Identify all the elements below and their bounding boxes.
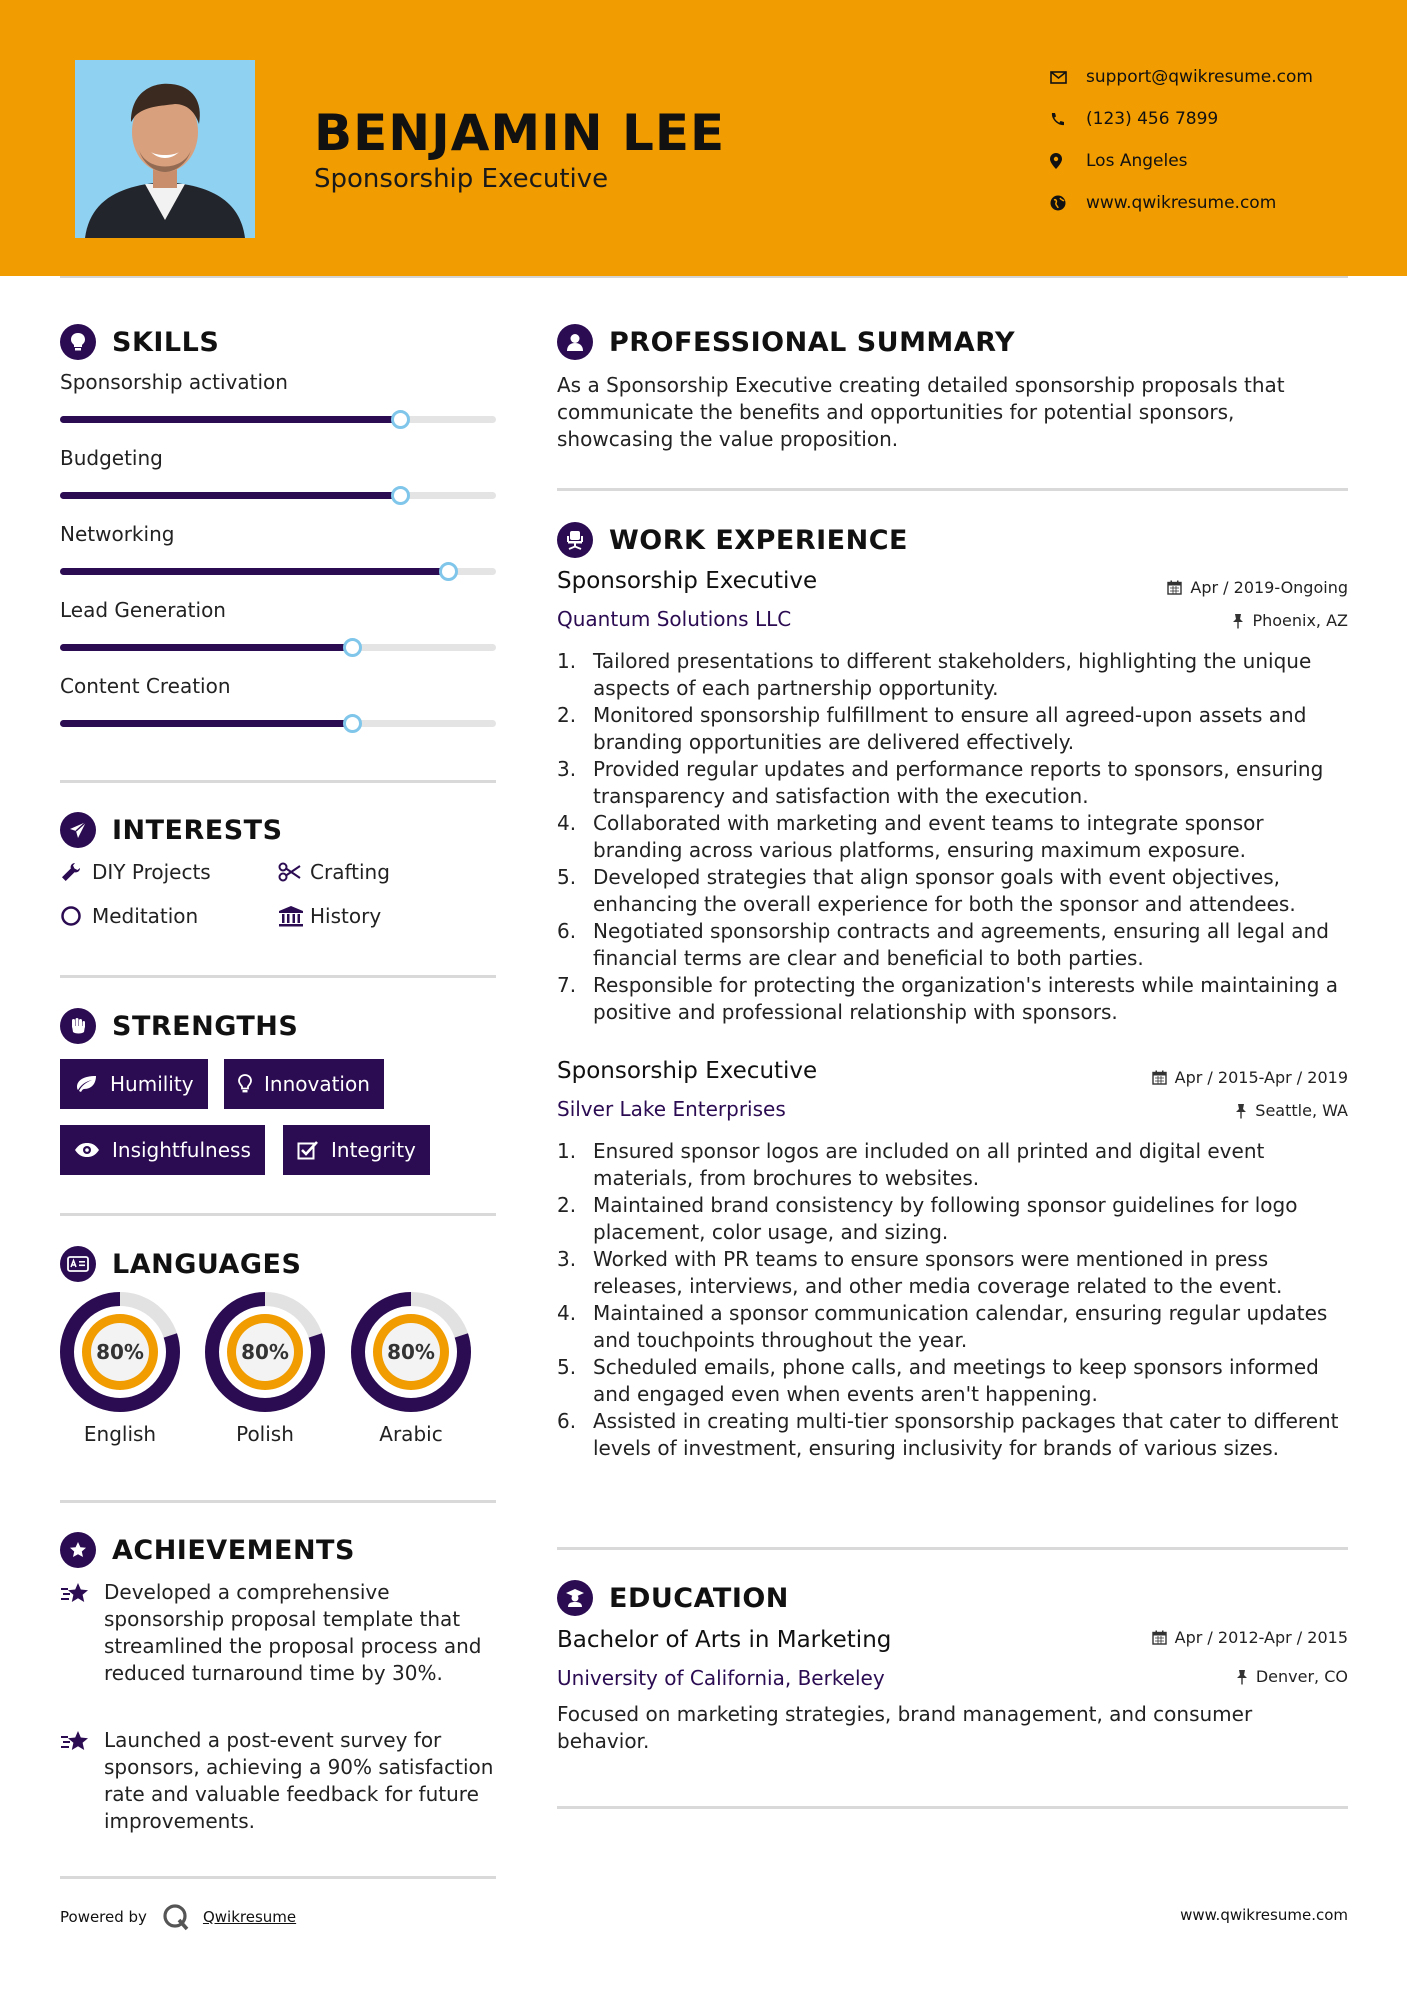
- education-degree: Bachelor of Arts in Marketing: [557, 1627, 892, 1653]
- job-bullets: [557, 1138, 1347, 1462]
- strengths-divider: [60, 1213, 496, 1216]
- education-dates-text: Apr / 2012-Apr / 2015: [1174, 1628, 1348, 1647]
- skill-bar-knob: [439, 562, 458, 581]
- education-heading: [557, 1580, 789, 1616]
- job-bullet: [557, 702, 1347, 756]
- bullet-number: 5.: [557, 1355, 577, 1379]
- skill-item: [60, 522, 496, 575]
- interests-divider: [60, 975, 496, 978]
- eye-icon: [74, 1142, 100, 1158]
- bullet-text: Worked with PR teams to ensure sponsors were mentioned in press releases, interviews, and other media coverage related to the event.: [593, 1247, 1283, 1298]
- skill-name: Budgeting: [60, 446, 163, 470]
- skills-divider: [60, 780, 496, 783]
- strength-tag: [60, 1125, 265, 1175]
- wrench-icon: [60, 861, 92, 883]
- star-badge-icon: [60, 1532, 96, 1568]
- skills-title: SKILLS: [112, 326, 220, 358]
- phone-icon: [1050, 112, 1086, 127]
- bullet-number: 3.: [557, 757, 577, 781]
- job-dates: [1152, 1068, 1348, 1087]
- globe-icon: [1050, 195, 1086, 211]
- bullet-number: 1.: [557, 1139, 577, 1163]
- language-item: [205, 1292, 325, 1446]
- map-pin-icon: [1050, 153, 1086, 169]
- bullet-number: 2.: [557, 1193, 577, 1217]
- achievement-item: [60, 1727, 496, 1835]
- achievement-text: Launched a post-event survey for sponsors, achieving a 90% satisfaction rate and valuable feedback for future improvements.: [104, 1728, 494, 1833]
- job-location-text: Seattle, WA: [1255, 1101, 1348, 1120]
- skill-bar-knob: [391, 486, 410, 505]
- skill-item: [60, 446, 496, 499]
- candidate-title: Sponsorship Executive: [314, 164, 609, 194]
- office-chair-icon: [557, 522, 593, 558]
- contact-email[interactable]: [1050, 56, 1313, 98]
- job-bullet: [557, 1354, 1347, 1408]
- bullet-number: 4.: [557, 1301, 577, 1325]
- skill-bar-track: [60, 492, 496, 499]
- skill-bar-track: [60, 720, 496, 727]
- contact-phone[interactable]: [1050, 98, 1313, 140]
- bullet-text: Maintained brand consistency by following sponsor guidelines for logo placement, color usage, and sizing.: [593, 1193, 1298, 1244]
- interests-title: INTERESTS: [112, 814, 283, 846]
- contact-location: [1050, 140, 1313, 182]
- summary-title: PROFESSIONAL SUMMARY: [609, 326, 1016, 358]
- bullet-text: Collaborated with marketing and event teams to integrate sponsor branding across various platforms, ensuring maximum exposure.: [593, 811, 1264, 862]
- bullet-text: Tailored presentations to different stakeholders, highlighting the unique aspects of each partnership opportunity.: [593, 649, 1312, 700]
- education-dates: [1152, 1628, 1348, 1647]
- job-dates-text: Apr / 2019-Ongoing: [1190, 578, 1348, 597]
- experience-divider: [557, 1547, 1348, 1550]
- calendar-icon: [1152, 1630, 1167, 1645]
- job-bullet: [557, 864, 1347, 918]
- bullet-number: 4.: [557, 811, 577, 835]
- contact-location-text: Los Angeles: [1086, 151, 1188, 171]
- job-dates-text: Apr / 2015-Apr / 2019: [1174, 1068, 1348, 1087]
- interests-heading: [60, 812, 283, 848]
- bullet-number: 1.: [557, 649, 577, 673]
- user-icon: [557, 324, 593, 360]
- powered-by: [60, 1902, 296, 1932]
- contact-website[interactable]: [1050, 182, 1313, 224]
- paper-plane-icon: [60, 812, 96, 848]
- language-donut: [205, 1292, 325, 1412]
- job-title: Sponsorship Executive: [557, 1058, 818, 1084]
- job-bullet: [557, 972, 1347, 1026]
- achievements-heading: [60, 1532, 355, 1568]
- pushpin-icon: [1236, 1669, 1248, 1685]
- bullet-number: 3.: [557, 1247, 577, 1271]
- language-item: [351, 1292, 471, 1446]
- strength-tag: [283, 1125, 430, 1175]
- leaf-icon: [74, 1075, 98, 1093]
- skill-bar-knob: [391, 410, 410, 429]
- fist-icon: [60, 1008, 96, 1044]
- skill-bar-track: [60, 644, 496, 651]
- checkbox-icon: [297, 1140, 319, 1160]
- skill-name: Sponsorship activation: [60, 370, 288, 394]
- calendar-icon: [1152, 1070, 1167, 1085]
- language-name: English: [83, 1422, 157, 1446]
- skill-name: Networking: [60, 522, 175, 546]
- skill-bar-track: [60, 568, 496, 575]
- powered-by-label: Powered by: [60, 1908, 147, 1926]
- language-donut: [60, 1292, 180, 1412]
- interest-item: [60, 860, 211, 884]
- language-card-icon: [60, 1246, 96, 1282]
- job-dates: [1167, 578, 1348, 597]
- achievement-text: Developed a comprehensive sponsorship proposal template that streamlined the proposal process and reduced turnaround time by 30%.: [104, 1580, 482, 1685]
- shooting-star-icon: [60, 1579, 104, 1687]
- job-bullet: [557, 1138, 1347, 1192]
- education-location: [1236, 1667, 1348, 1686]
- skill-bar-knob: [343, 638, 362, 657]
- job-location-text: Phoenix, AZ: [1252, 611, 1348, 630]
- bullet-text: Responsible for protecting the organization's interests while maintaining a positive and professional relationship with sponsors.: [593, 973, 1339, 1024]
- contact-email-text: support@qwikresume.com: [1086, 67, 1313, 87]
- language-donut: [351, 1292, 471, 1412]
- job-location: [1235, 1101, 1348, 1120]
- job-bullet: [557, 810, 1347, 864]
- pushpin-icon: [1235, 1103, 1247, 1119]
- bullet-text: Ensured sponsor logos are included on all printed and digital event materials, from brochures to websites.: [593, 1139, 1265, 1190]
- interest-item: [278, 860, 390, 884]
- job-bullet: [557, 648, 1347, 702]
- shooting-star-icon: [60, 1727, 104, 1835]
- contact-website-text: www.qwikresume.com: [1086, 193, 1277, 213]
- skills-heading: [60, 324, 219, 360]
- job-bullet: [557, 1246, 1347, 1300]
- language-name: Polish: [236, 1422, 294, 1446]
- language-percent: 80%: [96, 1340, 144, 1364]
- languages-divider: [60, 1500, 496, 1503]
- lightbulb-icon: [60, 324, 96, 360]
- skill-bar-fill: [60, 644, 352, 651]
- job-company: Quantum Solutions LLC: [557, 607, 792, 631]
- skill-name: Lead Generation: [60, 598, 226, 622]
- skill-bar-fill: [60, 720, 352, 727]
- interest-label: History: [310, 904, 382, 928]
- strength-label: Integrity: [331, 1138, 416, 1162]
- contact-list: [1050, 56, 1313, 224]
- bullet-text: Developed strategies that align sponsor goals with event objectives, enhancing the overall experience for both the sponsor and attendees.: [593, 865, 1296, 916]
- skill-bar-track: [60, 416, 496, 423]
- strength-tag: [224, 1059, 384, 1109]
- contact-phone-text: (123) 456 7899: [1086, 109, 1219, 129]
- strength-label: Humility: [110, 1072, 194, 1096]
- bullet-number: 6.: [557, 1409, 577, 1433]
- bullet-number: 5.: [557, 865, 577, 889]
- job-title: Sponsorship Executive: [557, 568, 818, 594]
- qwikresume-logo-icon: [161, 1902, 191, 1932]
- education-title: EDUCATION: [609, 1582, 789, 1614]
- language-name: Arabic: [379, 1422, 443, 1446]
- interest-label: Meditation: [92, 904, 199, 928]
- experience-title: WORK EXPERIENCE: [609, 524, 908, 556]
- skill-bar-fill: [60, 416, 400, 423]
- job-bullet: [557, 1408, 1347, 1462]
- achievements-title: ACHIEVEMENTS: [112, 1534, 355, 1566]
- skill-item: [60, 370, 496, 423]
- bullet-text: Maintained a sponsor communication calendar, ensuring regular updates and touchpoints throughout the year.: [593, 1301, 1328, 1352]
- interest-label: DIY Projects: [92, 860, 211, 884]
- lightbulb-icon: [238, 1074, 252, 1094]
- graduate-icon: [557, 1580, 593, 1616]
- bullet-number: 6.: [557, 919, 577, 943]
- education-divider: [557, 1806, 1348, 1809]
- skill-name: Content Creation: [60, 674, 231, 698]
- qwikresume-link[interactable]: Qwikresume: [202, 1908, 297, 1926]
- circle-icon: [60, 905, 92, 927]
- skill-bar-fill: [60, 568, 448, 575]
- summary-divider: [557, 488, 1348, 491]
- museum-icon: [278, 905, 310, 927]
- education-school: University of California, Berkeley: [557, 1666, 885, 1690]
- language-item: [60, 1292, 180, 1446]
- languages-heading: [60, 1246, 301, 1282]
- language-percent: 80%: [241, 1340, 289, 1364]
- bullet-text: Negotiated sponsorship contracts and agreements, ensuring all legal and financial terms are clear and beneficial to both parties.: [593, 919, 1329, 970]
- skill-item: [60, 598, 496, 651]
- strength-label: Innovation: [264, 1072, 370, 1096]
- scissors-icon: [278, 862, 310, 882]
- profile-photo: [75, 60, 255, 238]
- strengths-heading: [60, 1008, 298, 1044]
- strengths-title: STRENGTHS: [112, 1010, 299, 1042]
- achievement-item: [60, 1579, 496, 1687]
- education-location-text: Denver, CO: [1255, 1667, 1348, 1686]
- languages-title: LANGUAGES: [112, 1248, 302, 1280]
- bullet-number: 7.: [557, 973, 577, 997]
- bullet-text: Provided regular updates and performance reports to sponsors, ensuring transparency and satisfaction with the execution.: [593, 757, 1324, 808]
- bullet-text: Assisted in creating multi-tier sponsorship packages that cater to different levels of investment, ensuring inclusivity for brands of various sizes.: [593, 1409, 1339, 1460]
- interest-item: [60, 904, 198, 928]
- job-company: Silver Lake Enterprises: [557, 1097, 786, 1121]
- job-bullet: [557, 918, 1347, 972]
- envelope-icon: [1050, 71, 1086, 84]
- summary-text: As a Sponsorship Executive creating detailed sponsorship proposals that communicate the benefits and opportunities for potential sponsors, showcasing the value proposition.: [557, 373, 1285, 451]
- job-bullet: [557, 1300, 1347, 1354]
- job-bullet: [557, 756, 1347, 810]
- interest-label: Crafting: [310, 860, 390, 884]
- job-location: [1232, 611, 1348, 630]
- interest-item: [278, 904, 381, 928]
- header-banner: [0, 0, 1407, 276]
- experience-heading: [557, 522, 908, 558]
- summary-heading: [557, 324, 1015, 360]
- language-percent: 80%: [387, 1340, 435, 1364]
- job-bullet: [557, 1192, 1347, 1246]
- skill-item: [60, 674, 496, 727]
- bullet-number: 2.: [557, 703, 577, 727]
- skill-bar-fill: [60, 492, 400, 499]
- footer-url[interactable]: www.qwikresume.com: [1180, 1906, 1348, 1924]
- bullet-text: Scheduled emails, phone calls, and meetings to keep sponsors informed and engaged even when events aren't happening.: [593, 1355, 1319, 1406]
- candidate-name: BENJAMIN LEE: [314, 104, 726, 162]
- pushpin-icon: [1232, 613, 1244, 629]
- bullet-text: Monitored sponsorship fulfillment to ensure all agreed-upon assets and branding opportunities are delivered effectively.: [593, 703, 1307, 754]
- job-bullets: [557, 648, 1347, 1026]
- strength-label: Insightfulness: [112, 1138, 251, 1162]
- calendar-icon: [1167, 580, 1182, 595]
- strength-tag: [60, 1059, 208, 1109]
- header-divider: [60, 276, 1348, 278]
- skill-bar-knob: [343, 714, 362, 733]
- footer-divider: [60, 1876, 496, 1879]
- education-description: Focused on marketing strategies, brand management, and consumer behavior.: [557, 1702, 1253, 1753]
